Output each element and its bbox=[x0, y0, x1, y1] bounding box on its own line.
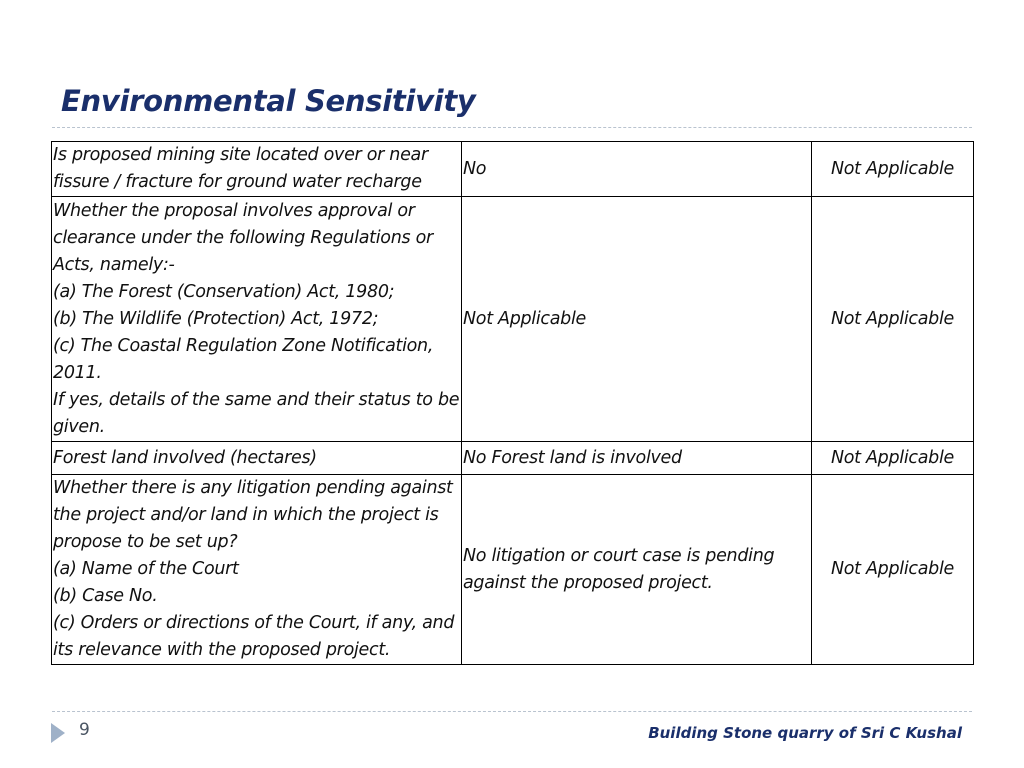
question-text: (a) Name of the Court bbox=[53, 559, 239, 579]
question-text: (a) The Forest (Conservation) Act, 1980; bbox=[53, 281, 395, 302]
sensitivity-table bbox=[51, 141, 974, 665]
table-row bbox=[52, 475, 974, 665]
question-text: Whether there is any litigation pending against the project and/or land in which the project is propose to be set up? bbox=[53, 478, 453, 552]
page-number: 9 bbox=[79, 720, 90, 740]
remark-cell: Not Applicable bbox=[812, 475, 974, 665]
triangle-arrow-icon bbox=[51, 723, 65, 743]
question-cell bbox=[52, 197, 462, 442]
slide-title: Environmental Sensitivity bbox=[61, 84, 476, 118]
response-cell bbox=[462, 197, 812, 442]
question-text: (c) Orders or directions of the Court, if any, and its relevance with the proposed project. bbox=[53, 613, 455, 660]
response-text: Not Applicable bbox=[463, 308, 587, 329]
table-row bbox=[52, 197, 974, 442]
question-text: Forest land involved (hectares) bbox=[53, 447, 317, 468]
response-cell bbox=[462, 442, 812, 475]
response-text: No Forest land is involved bbox=[463, 447, 682, 468]
response-cell bbox=[462, 142, 812, 197]
table-row bbox=[52, 142, 974, 197]
response-text: No litigation or court case is pending against the proposed project. bbox=[463, 545, 775, 593]
question-text: Whether the proposal involves approval or clearance under the following Regulations or Acts, namely:- bbox=[53, 200, 433, 275]
remark-cell: Not Applicable bbox=[812, 197, 974, 442]
table-row bbox=[52, 442, 974, 475]
question-text: (b) The Wildlife (Protection) Act, 1972; bbox=[53, 308, 379, 329]
footer-caption: Building Stone quarry of Sri C Kushal bbox=[648, 724, 962, 742]
response-cell bbox=[462, 475, 812, 665]
question-text: If yes, details of the same and their status to be given. bbox=[53, 389, 460, 437]
question-text: Is proposed mining site located over or near fissure / fracture for ground water recharge bbox=[53, 145, 428, 192]
question-cell bbox=[52, 142, 462, 197]
response-text: No bbox=[463, 158, 487, 179]
top-divider bbox=[52, 127, 972, 128]
question-cell bbox=[52, 475, 462, 665]
bottom-divider bbox=[52, 711, 972, 712]
remark-cell: Not Applicable bbox=[812, 442, 974, 475]
question-text: (c) The Coastal Regulation Zone Notification, 2011. bbox=[53, 335, 434, 383]
remark-cell: Not Applicable bbox=[812, 142, 974, 197]
question-cell bbox=[52, 442, 462, 475]
question-text: (b) Case No. bbox=[53, 586, 158, 606]
